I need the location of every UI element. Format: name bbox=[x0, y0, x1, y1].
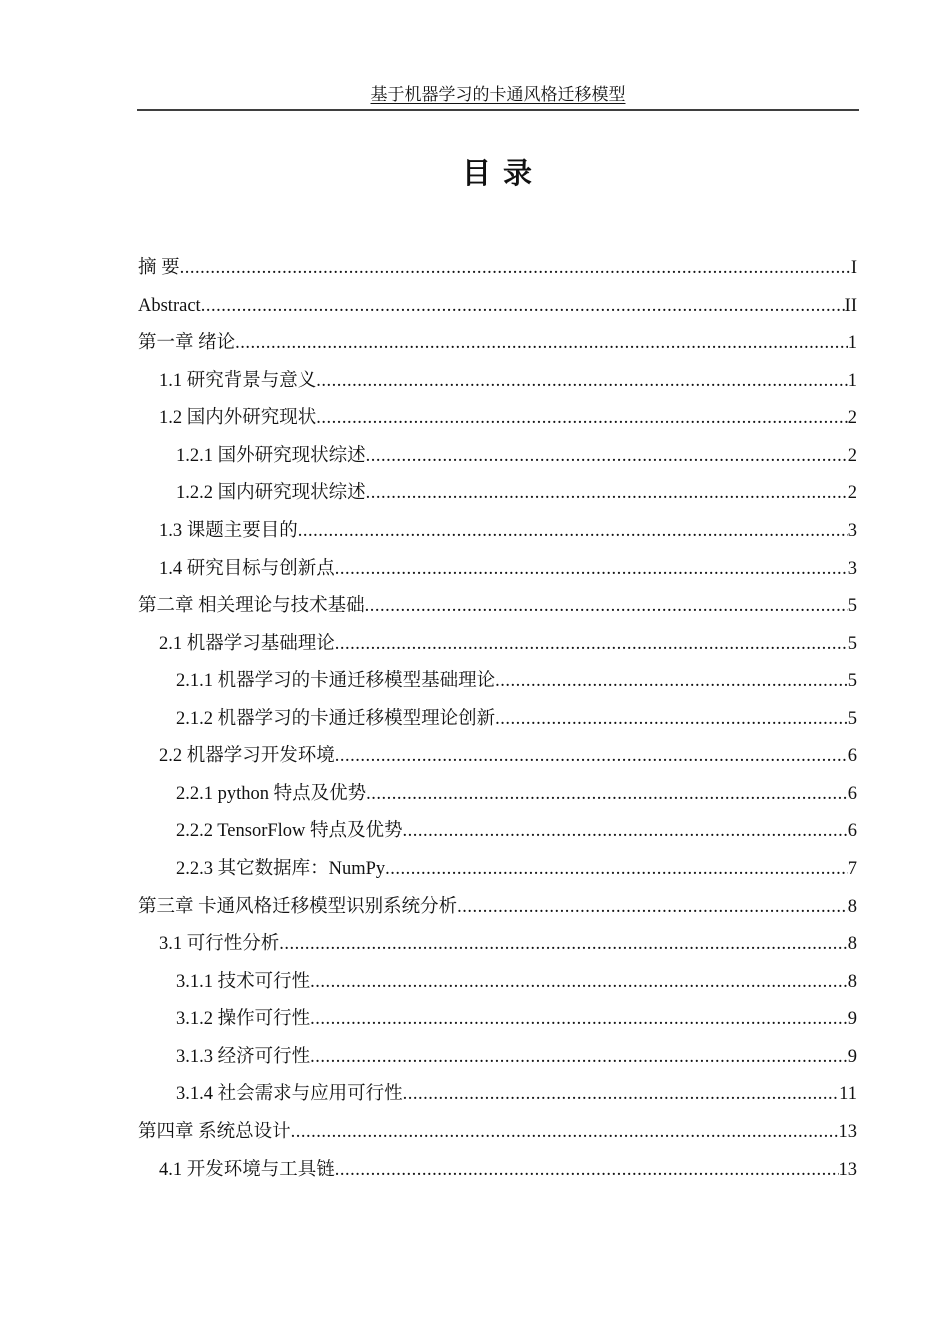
toc-entry-label: 2.2.2 TensorFlow 特点及优势 bbox=[176, 821, 403, 842]
toc-entry[interactable] bbox=[138, 889, 857, 927]
dot-leader bbox=[495, 663, 848, 701]
dot-leader bbox=[457, 889, 848, 927]
header-rule bbox=[137, 109, 859, 111]
dot-leader bbox=[335, 1152, 839, 1190]
dot-leader bbox=[180, 250, 851, 288]
dot-leader bbox=[403, 813, 848, 851]
toc-entry-page: 13 bbox=[838, 1121, 857, 1142]
toc-entry-page: 6 bbox=[847, 746, 857, 767]
toc-entry-label: 3.1.1 技术可行性 bbox=[176, 971, 311, 992]
dot-leader bbox=[335, 738, 848, 776]
toc-entry-page: 3 bbox=[847, 520, 857, 541]
toc-entry-label: 第四章 系统总设计 bbox=[138, 1121, 291, 1142]
toc-entry-label: 摘 要 bbox=[138, 258, 180, 278]
toc-entry-label: Abstract bbox=[138, 295, 201, 316]
toc-entry-label: 2.1.1 机器学习的卡通迁移模型基础理论 bbox=[176, 671, 496, 692]
toc-entry-page: 8 bbox=[847, 934, 857, 955]
dot-leader bbox=[310, 964, 848, 1002]
toc-entry-page: 6 bbox=[847, 783, 857, 804]
dot-leader bbox=[298, 513, 848, 551]
toc-entry[interactable] bbox=[138, 1001, 857, 1039]
toc-entry-label: 4.1 开发环境与工具链 bbox=[159, 1159, 335, 1180]
toc-entry-page: 9 bbox=[847, 1009, 857, 1030]
toc-entry[interactable] bbox=[138, 438, 857, 476]
dot-leader bbox=[366, 475, 848, 513]
toc-entry-label: 1.2 国内外研究现状 bbox=[159, 408, 317, 429]
toc-entry-page: 8 bbox=[847, 971, 857, 992]
toc-entry-page: 5 bbox=[847, 596, 857, 617]
toc-entry[interactable] bbox=[138, 813, 857, 851]
toc-entry[interactable] bbox=[138, 738, 857, 776]
dot-leader bbox=[201, 288, 845, 326]
toc-entry-label: 2.1 机器学习基础理论 bbox=[159, 633, 335, 654]
dot-leader bbox=[316, 400, 847, 438]
toc-entry[interactable] bbox=[138, 513, 857, 551]
toc-entry-label: 3.1.3 经济可行性 bbox=[176, 1046, 311, 1067]
toc-entry-page: 1 bbox=[847, 370, 857, 391]
toc-entry[interactable] bbox=[138, 776, 857, 814]
toc-entry[interactable] bbox=[138, 964, 857, 1002]
toc-entry-page: 5 bbox=[847, 671, 857, 692]
dot-leader bbox=[310, 1039, 848, 1077]
toc-entry[interactable] bbox=[138, 250, 857, 288]
dot-leader bbox=[495, 701, 848, 739]
toc-entry[interactable] bbox=[138, 1114, 857, 1152]
toc-entry-page: I bbox=[850, 258, 857, 278]
toc-entry-label: 1.3 课题主要目的 bbox=[159, 520, 298, 541]
dot-leader bbox=[385, 851, 848, 889]
toc-entry-label: 第二章 相关理论与技术基础 bbox=[138, 596, 365, 617]
dot-leader bbox=[291, 1114, 839, 1152]
toc-entry-label: 1.4 研究目标与创新点 bbox=[159, 558, 335, 579]
toc-entry-label: 2.2.3 其它数据库：NumPy bbox=[176, 859, 386, 879]
page-title: 目 录 bbox=[461, 158, 535, 190]
toc-entry-page: 11 bbox=[839, 1084, 857, 1105]
toc-entry-label: 2.2 机器学习开发环境 bbox=[159, 746, 335, 767]
toc-entry[interactable] bbox=[138, 1039, 857, 1077]
toc-entry[interactable] bbox=[138, 400, 857, 438]
dot-leader bbox=[316, 363, 847, 401]
toc-entry-label: 2.2.1 python 特点及优势 bbox=[176, 783, 367, 804]
dot-leader bbox=[310, 1001, 848, 1039]
toc-entry-page: 2 bbox=[847, 445, 857, 466]
toc-entry[interactable] bbox=[138, 475, 857, 513]
toc-entry[interactable] bbox=[138, 1076, 857, 1114]
toc-entry-label: 1.2.2 国内研究现状综述 bbox=[176, 483, 366, 504]
dot-leader bbox=[335, 626, 848, 664]
toc-entry[interactable] bbox=[138, 588, 857, 626]
dot-leader bbox=[403, 1076, 840, 1114]
toc-entry-page: 5 bbox=[847, 633, 857, 654]
toc-entry-label: 3.1.2 操作可行性 bbox=[176, 1009, 311, 1030]
toc-entry-page: 6 bbox=[847, 821, 857, 842]
running-head-title: 基于机器学习的卡通风格迁移模型 bbox=[370, 85, 626, 104]
toc-entry-page: 8 bbox=[847, 896, 857, 917]
toc-entry-page: 1 bbox=[847, 333, 857, 354]
toc-entry[interactable] bbox=[138, 551, 857, 589]
toc-entry-page: 9 bbox=[847, 1046, 857, 1067]
toc-entry[interactable] bbox=[138, 663, 857, 701]
toc-entry[interactable] bbox=[138, 701, 857, 739]
toc-entry[interactable] bbox=[138, 325, 857, 363]
toc-entry-page: 7 bbox=[847, 859, 857, 879]
toc-entry[interactable] bbox=[138, 1152, 857, 1190]
dot-leader bbox=[366, 776, 848, 814]
toc-entry[interactable] bbox=[138, 626, 857, 664]
dot-leader bbox=[279, 926, 847, 964]
toc-entry[interactable] bbox=[138, 288, 857, 326]
toc-entry-label: 1.1 研究背景与意义 bbox=[159, 370, 317, 391]
dot-leader bbox=[335, 551, 848, 589]
toc-entry-page: 2 bbox=[847, 483, 857, 504]
toc-list bbox=[138, 250, 857, 1189]
toc-entry-label: 2.1.2 机器学习的卡通迁移模型理论创新 bbox=[176, 708, 496, 729]
toc-entry-label: 3.1.4 社会需求与应用可行性 bbox=[176, 1084, 403, 1105]
toc-entry-page: 3 bbox=[847, 558, 857, 579]
toc-entry-label: 1.2.1 国外研究现状综述 bbox=[176, 445, 366, 466]
toc-entry[interactable] bbox=[138, 851, 857, 889]
dot-leader bbox=[235, 325, 848, 363]
toc-entry-label: 第三章 卡通风格迁移模型识别系统分析 bbox=[138, 896, 458, 917]
toc-entry-page: 2 bbox=[847, 408, 857, 429]
toc-entry-page: 13 bbox=[838, 1159, 857, 1180]
dot-leader bbox=[365, 588, 848, 626]
toc-entry[interactable] bbox=[138, 363, 857, 401]
page-header bbox=[138, 84, 858, 106]
toc-entry-page: 5 bbox=[847, 708, 857, 729]
toc-entry-label: 第一章 绪论 bbox=[138, 333, 236, 354]
toc-entry[interactable] bbox=[138, 926, 857, 964]
toc-entry-page: II bbox=[844, 295, 857, 316]
toc-entry-label: 3.1 可行性分析 bbox=[159, 934, 280, 955]
dot-leader bbox=[366, 438, 848, 476]
